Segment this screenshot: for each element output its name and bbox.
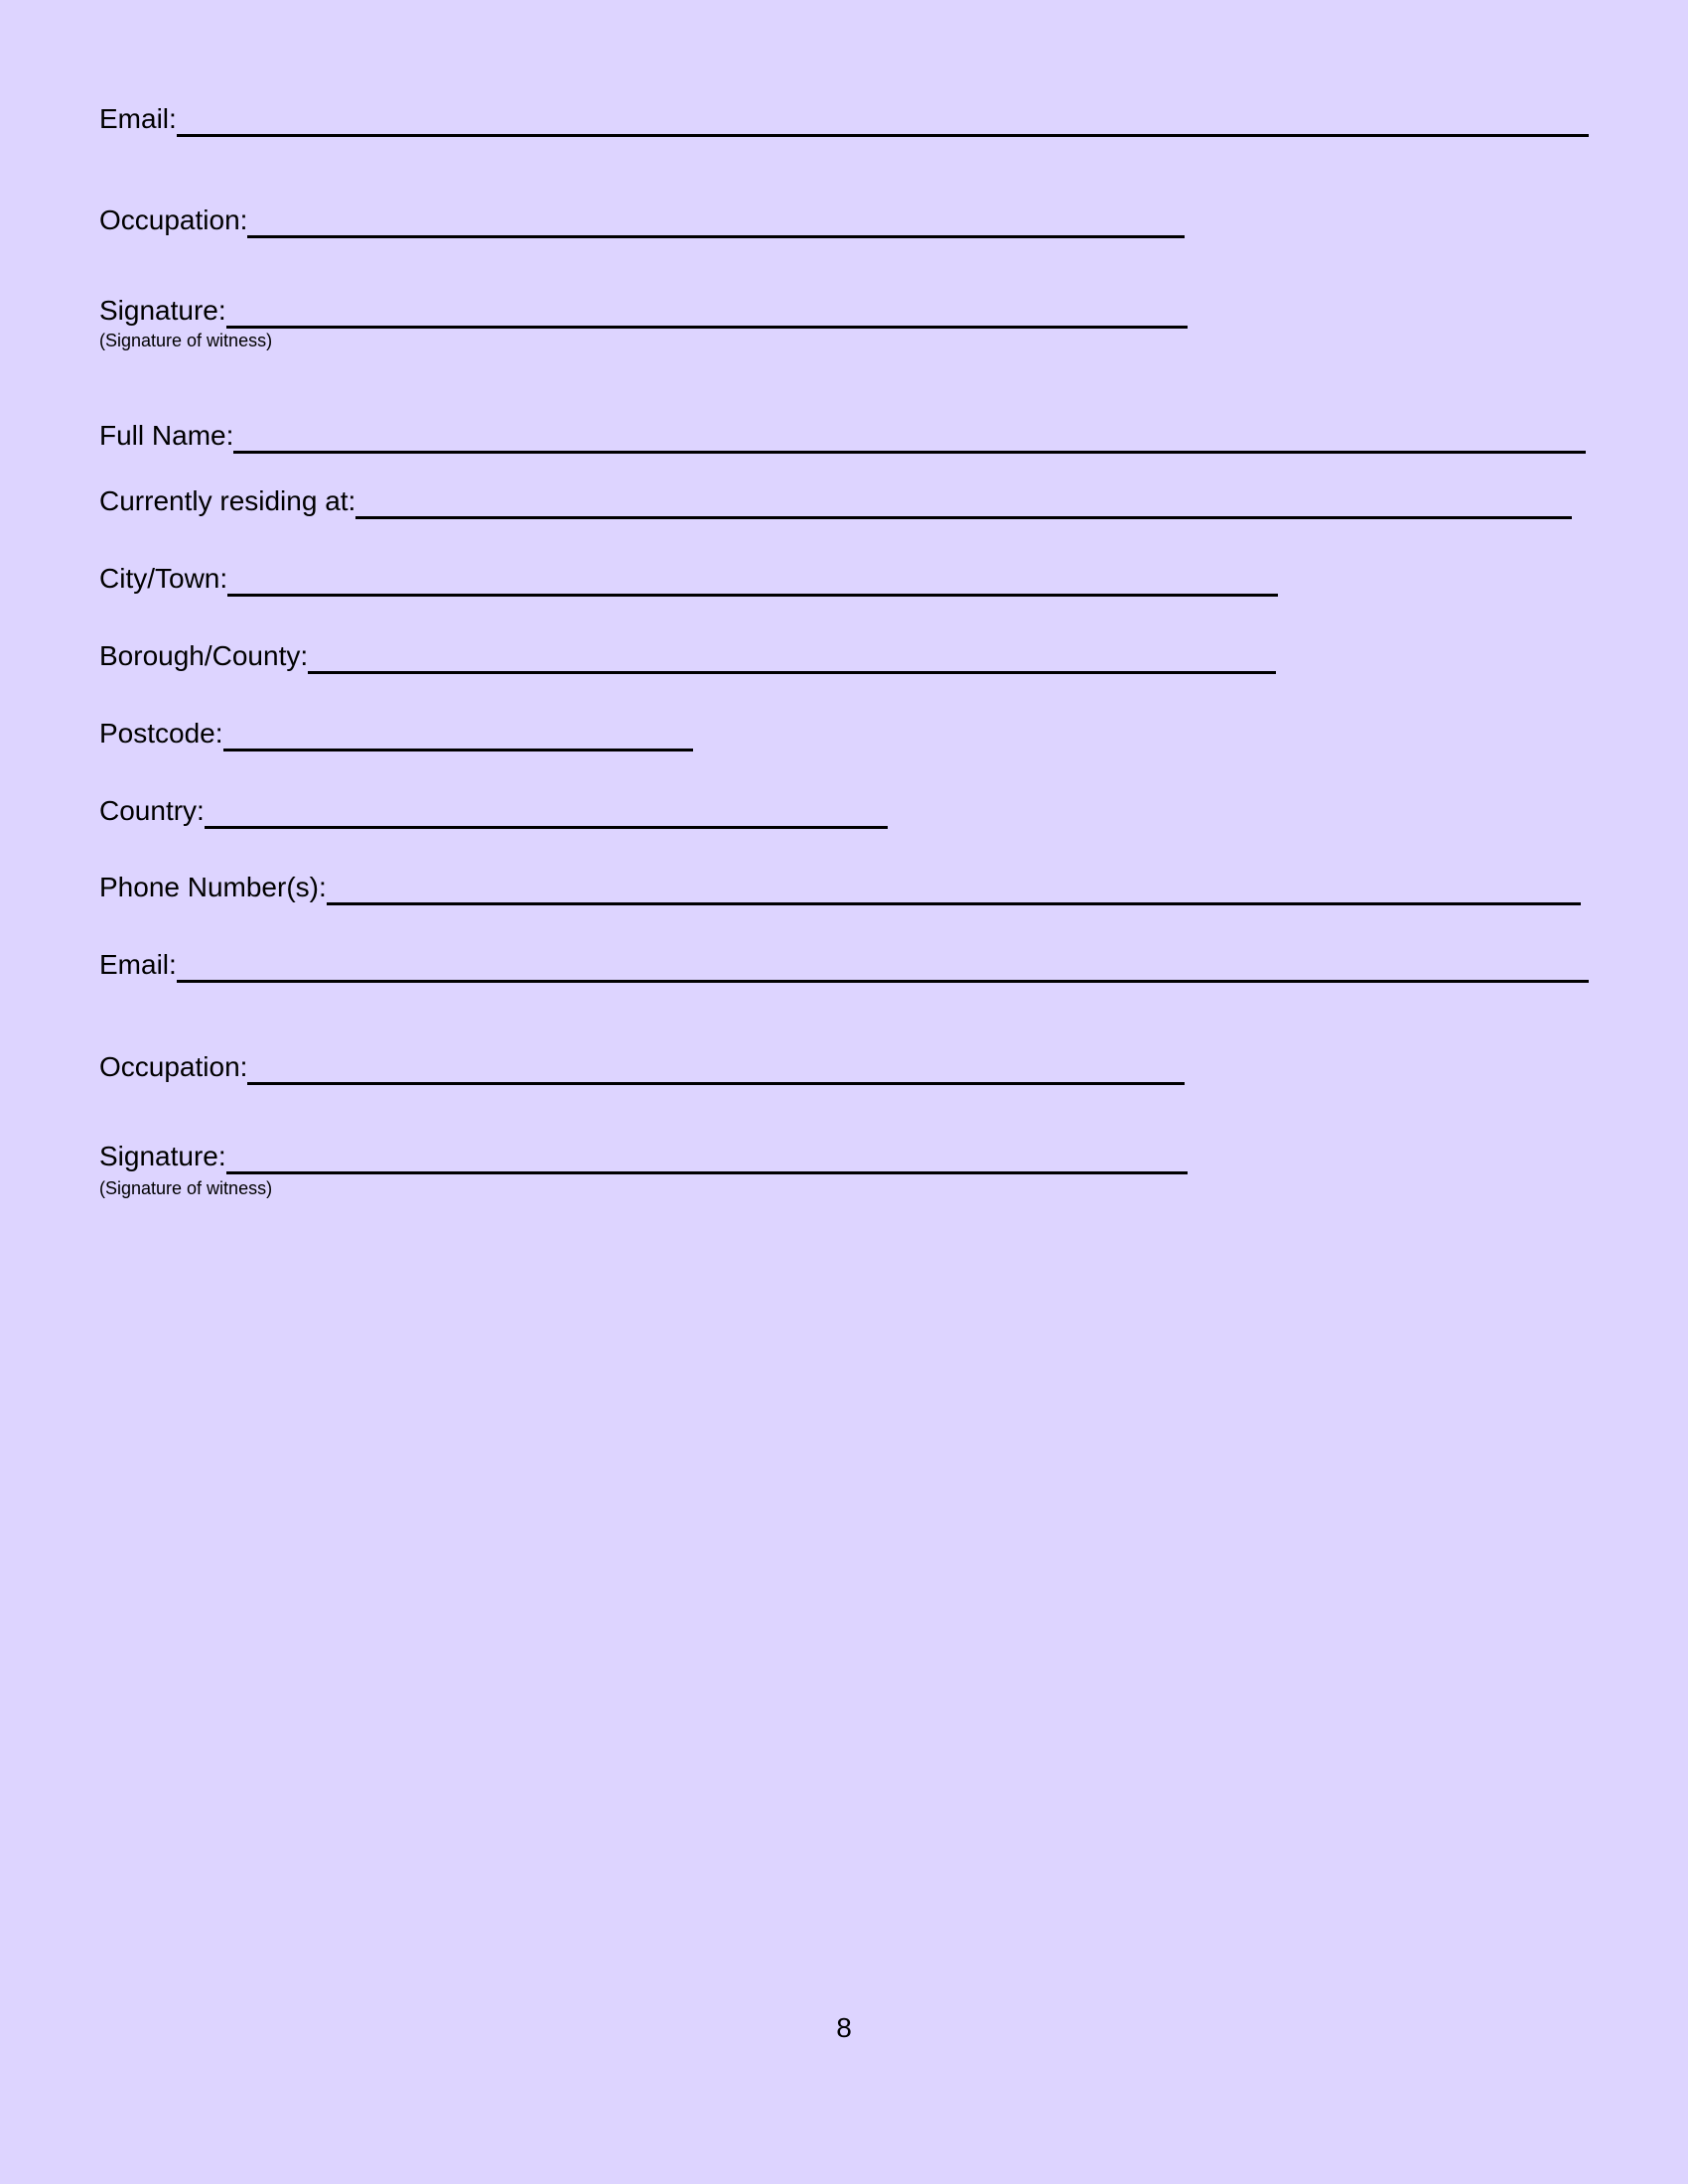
page-number: 8 <box>836 2012 852 2043</box>
phone-label: Phone Number(s): <box>99 872 327 902</box>
city-line[interactable] <box>227 594 1278 597</box>
residing-line[interactable] <box>355 516 1572 519</box>
signature-field-2[interactable] <box>99 1135 1188 1174</box>
email-line[interactable] <box>177 134 1589 137</box>
occupation-label: Occupation: <box>99 205 248 235</box>
signature-note-2: (Signature of witness) <box>99 1178 273 1198</box>
signature-note: (Signature of witness) <box>99 331 273 350</box>
full-name-field[interactable] <box>99 414 1586 454</box>
country-field[interactable] <box>99 789 888 829</box>
country-line[interactable] <box>205 826 888 829</box>
signature-line[interactable] <box>226 326 1188 329</box>
borough-label: Borough/County: <box>99 640 309 671</box>
postcode-label: Postcode: <box>99 718 223 749</box>
country-label: Country: <box>99 795 205 826</box>
borough-line[interactable] <box>308 671 1276 674</box>
occupation-line-2[interactable] <box>247 1082 1185 1085</box>
occupation-line[interactable] <box>247 235 1185 238</box>
phone-field[interactable] <box>99 866 1581 905</box>
residing-field[interactable] <box>99 479 1572 519</box>
postcode-field[interactable] <box>99 712 693 751</box>
residing-label: Currently residing at: <box>99 485 356 516</box>
city-label: City/Town: <box>99 563 228 594</box>
email-field-2[interactable] <box>99 943 1589 983</box>
signature-line-2[interactable] <box>226 1171 1188 1174</box>
borough-field[interactable] <box>99 634 1276 674</box>
email-label-2: Email: <box>99 949 177 980</box>
postcode-line[interactable] <box>223 749 693 751</box>
signature-field[interactable] <box>99 289 1188 329</box>
email-field[interactable] <box>99 97 1589 137</box>
email-label: Email: <box>99 103 177 134</box>
email-line-2[interactable] <box>177 980 1589 983</box>
occupation-field-2[interactable] <box>99 1045 1185 1085</box>
phone-line[interactable] <box>327 902 1581 905</box>
occupation-field[interactable] <box>99 199 1185 238</box>
full-name-line[interactable] <box>233 451 1586 454</box>
signature-label: Signature: <box>99 295 226 326</box>
signature-label-2: Signature: <box>99 1141 226 1171</box>
city-field[interactable] <box>99 557 1278 597</box>
full-name-label: Full Name: <box>99 420 234 451</box>
occupation-label-2: Occupation: <box>99 1051 248 1082</box>
